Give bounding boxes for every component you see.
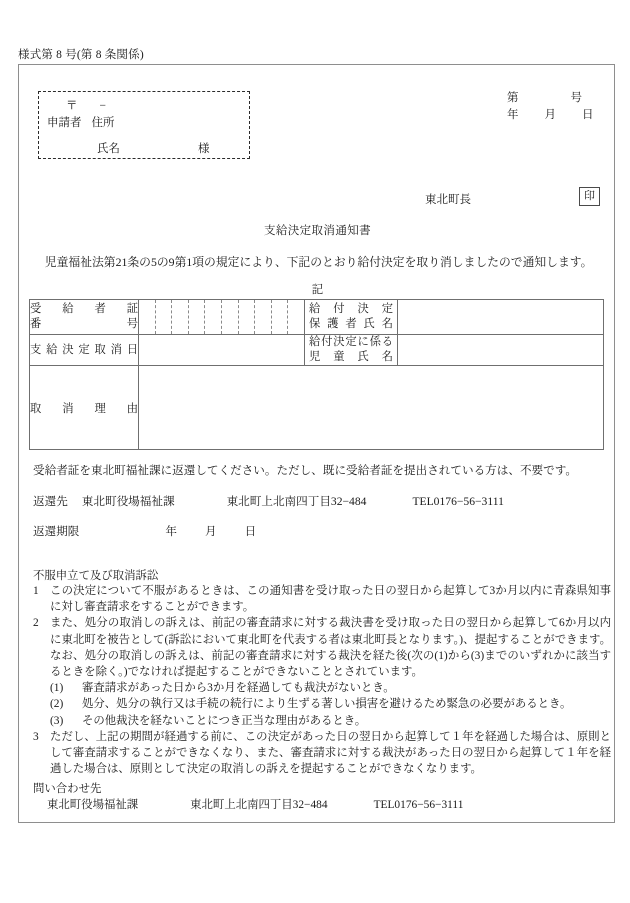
lead-paragraph: 児童福祉法第21条の5の9第1項の規定により、下記のとおり給付決定を取り消しましたので通知します。	[33, 255, 593, 269]
child-name-label-cell	[305, 335, 398, 366]
applicant-box	[38, 91, 250, 159]
cert-digit-cell[interactable]	[172, 300, 189, 334]
cert-number-label-cell	[30, 300, 139, 335]
return-office-address: 東北町上北南四丁目32−484	[226, 495, 367, 508]
reason-value-cell[interactable]	[139, 366, 604, 450]
cert-number-label-line1: 受 給 者 証	[30, 303, 138, 316]
postal-dash: −	[99, 100, 106, 112]
return-destination-label: 返還先	[33, 495, 68, 508]
contact-details-row	[47, 796, 463, 812]
return-due-year: 年	[165, 525, 177, 538]
cert-digit-cell[interactable]	[156, 300, 173, 334]
day-label: 日	[582, 109, 594, 121]
month-label: 月	[544, 109, 556, 121]
year-label: 年	[507, 109, 519, 121]
cert-digit-cell[interactable]	[189, 300, 206, 334]
cert-number-digit-grid	[139, 300, 304, 334]
honorific-label: 様	[198, 143, 210, 155]
appeal-item-text: この決定について不服があるときは、この通知書を受け取った日の翌日から起算して3か月以内に青森県知事に対し審査請求をすることができます。	[50, 585, 611, 614]
child-name-value-cell[interactable]	[398, 335, 604, 366]
postal-mark-icon: 〒	[66, 100, 78, 112]
appeal-sub-item-number: (3)	[50, 714, 64, 727]
cert-digit-cell[interactable]	[288, 300, 304, 334]
applicant-address-row	[47, 114, 115, 130]
seal-stamp-box: 印	[579, 187, 600, 206]
return-notice-text: 受給者証を東北町福祉課に返還してください。ただし、既に受給者証を提出されている方は、不要です。	[33, 464, 577, 477]
reason-label: 取 消 理 由	[30, 402, 138, 415]
table-row	[30, 335, 604, 366]
appeal-sub-item-text: その他裁決を経ないことにつき正当な理由があるとき。	[82, 714, 367, 727]
appeal-sub-item	[50, 696, 611, 712]
appeal-section-list	[33, 583, 611, 777]
appeal-item-text: また、処分の取消しの訴えは、前記の審査請求に対する裁決書を受け取った日の翌日から起算して6か月以内に東北町を被告として(訴訟において東北町を代表する者は東北町長となります。)、提起することができます。なお、処分の取消しの訴えは、前記の審査請求に対する裁決を経た後(次の(1)から(3)までのいずれかに該当するときを除く。)でなければ提起することができないこととされています。	[50, 617, 611, 678]
appeal-sub-item-number: (2)	[50, 698, 64, 711]
guardian-name-value-cell[interactable]	[398, 300, 604, 335]
cancel-date-label: 支 給 決 定 取 消 日	[30, 343, 138, 356]
guardian-name-label-line2: 保 護 者 氏 名	[309, 318, 393, 330]
return-due-day: 日	[244, 525, 257, 538]
contact-section-heading: 問い合わせ先	[33, 783, 102, 795]
return-due-row	[33, 523, 256, 539]
contact-office-tel: TEL0176−56−3111	[373, 799, 464, 811]
table-row	[30, 300, 604, 335]
cert-number-label-line2: 番 号	[30, 318, 138, 330]
cert-digit-cell[interactable]	[139, 300, 156, 334]
address-label: 住所	[91, 117, 115, 129]
contact-office-address: 東北町上北南四丁目32−484	[190, 799, 328, 811]
document-frame	[18, 64, 615, 823]
appeal-sub-item-text: 審査請求があった日から3か月を経過しても裁決がないとき。	[82, 682, 395, 695]
appeal-sub-item-text: 処分、処分の執行又は手続の続行により生ずる著しい損害を避けるため緊急の必要があるとき。	[82, 698, 572, 711]
guardian-name-label-line1: 給 付 決 定	[309, 303, 393, 316]
table-row	[30, 366, 604, 450]
return-due-label: 返還期限	[33, 525, 80, 538]
contact-office-name: 東北町役場福祉課	[47, 799, 139, 811]
cert-digit-cell[interactable]	[239, 300, 256, 334]
number-prefix-label: 第	[507, 92, 519, 104]
number-suffix-label: 号	[570, 92, 582, 104]
appeal-sub-item	[50, 713, 611, 729]
cancel-date-value-cell[interactable]	[139, 335, 305, 366]
appeal-sub-item-number: (1)	[50, 682, 64, 695]
cancel-date-label-cell	[30, 335, 139, 366]
appeal-item	[33, 583, 611, 615]
child-name-label-line2: 児 童 氏 名	[309, 351, 393, 363]
appeal-item-number: 3	[33, 730, 39, 743]
cert-digit-cell[interactable]	[222, 300, 239, 334]
cert-number-value-cell[interactable]	[139, 300, 305, 335]
guardian-name-label-cell	[305, 300, 398, 335]
return-office-tel: TEL0176−56−3111	[412, 495, 504, 508]
appeal-item-number: 2	[33, 617, 39, 630]
cert-digit-cell[interactable]	[205, 300, 222, 334]
reason-label-cell	[30, 366, 139, 450]
cert-digit-cell[interactable]	[272, 300, 289, 334]
document-title: 支給決定取消通知書	[263, 225, 372, 237]
return-office-name: 東北町役場福祉課	[81, 495, 175, 508]
appeal-sub-list	[50, 680, 611, 729]
appeal-section-heading: 不服申立て及び取消訴訟	[33, 570, 159, 582]
form-number: 様式第 8 号(第 8 条関係)	[18, 49, 144, 61]
decision-detail-table	[29, 299, 604, 450]
appeal-sub-item	[50, 680, 611, 696]
cert-digit-cell[interactable]	[255, 300, 272, 334]
issuer-name: 東北町長	[425, 194, 471, 206]
appeal-item-text: ただし、上記の期間が経過する前に、この決定があった日の翌日から起算して１年を経過した場合は、原則として審査請求することができなくなり、また、審査請求に対する裁決があった日の翌日から起算して１年を経過した場合は、原則として決定の取消しの訴えを提起することができなくなります。	[50, 730, 611, 776]
applicant-label: 申請者	[47, 117, 82, 129]
return-destination-row	[33, 493, 504, 509]
document-number-row	[507, 89, 582, 105]
applicant-postal-row	[66, 97, 106, 113]
appeal-item-number: 1	[33, 585, 39, 597]
applicant-name-row	[97, 140, 210, 156]
name-label: 氏名	[97, 143, 120, 155]
ki-mark: 記	[311, 284, 324, 296]
document-date-row	[507, 106, 594, 122]
appeal-item	[33, 729, 611, 778]
child-name-label-line1: 給付決定に係る	[309, 336, 393, 349]
return-due-month: 月	[205, 525, 217, 538]
appeal-item	[33, 615, 611, 680]
